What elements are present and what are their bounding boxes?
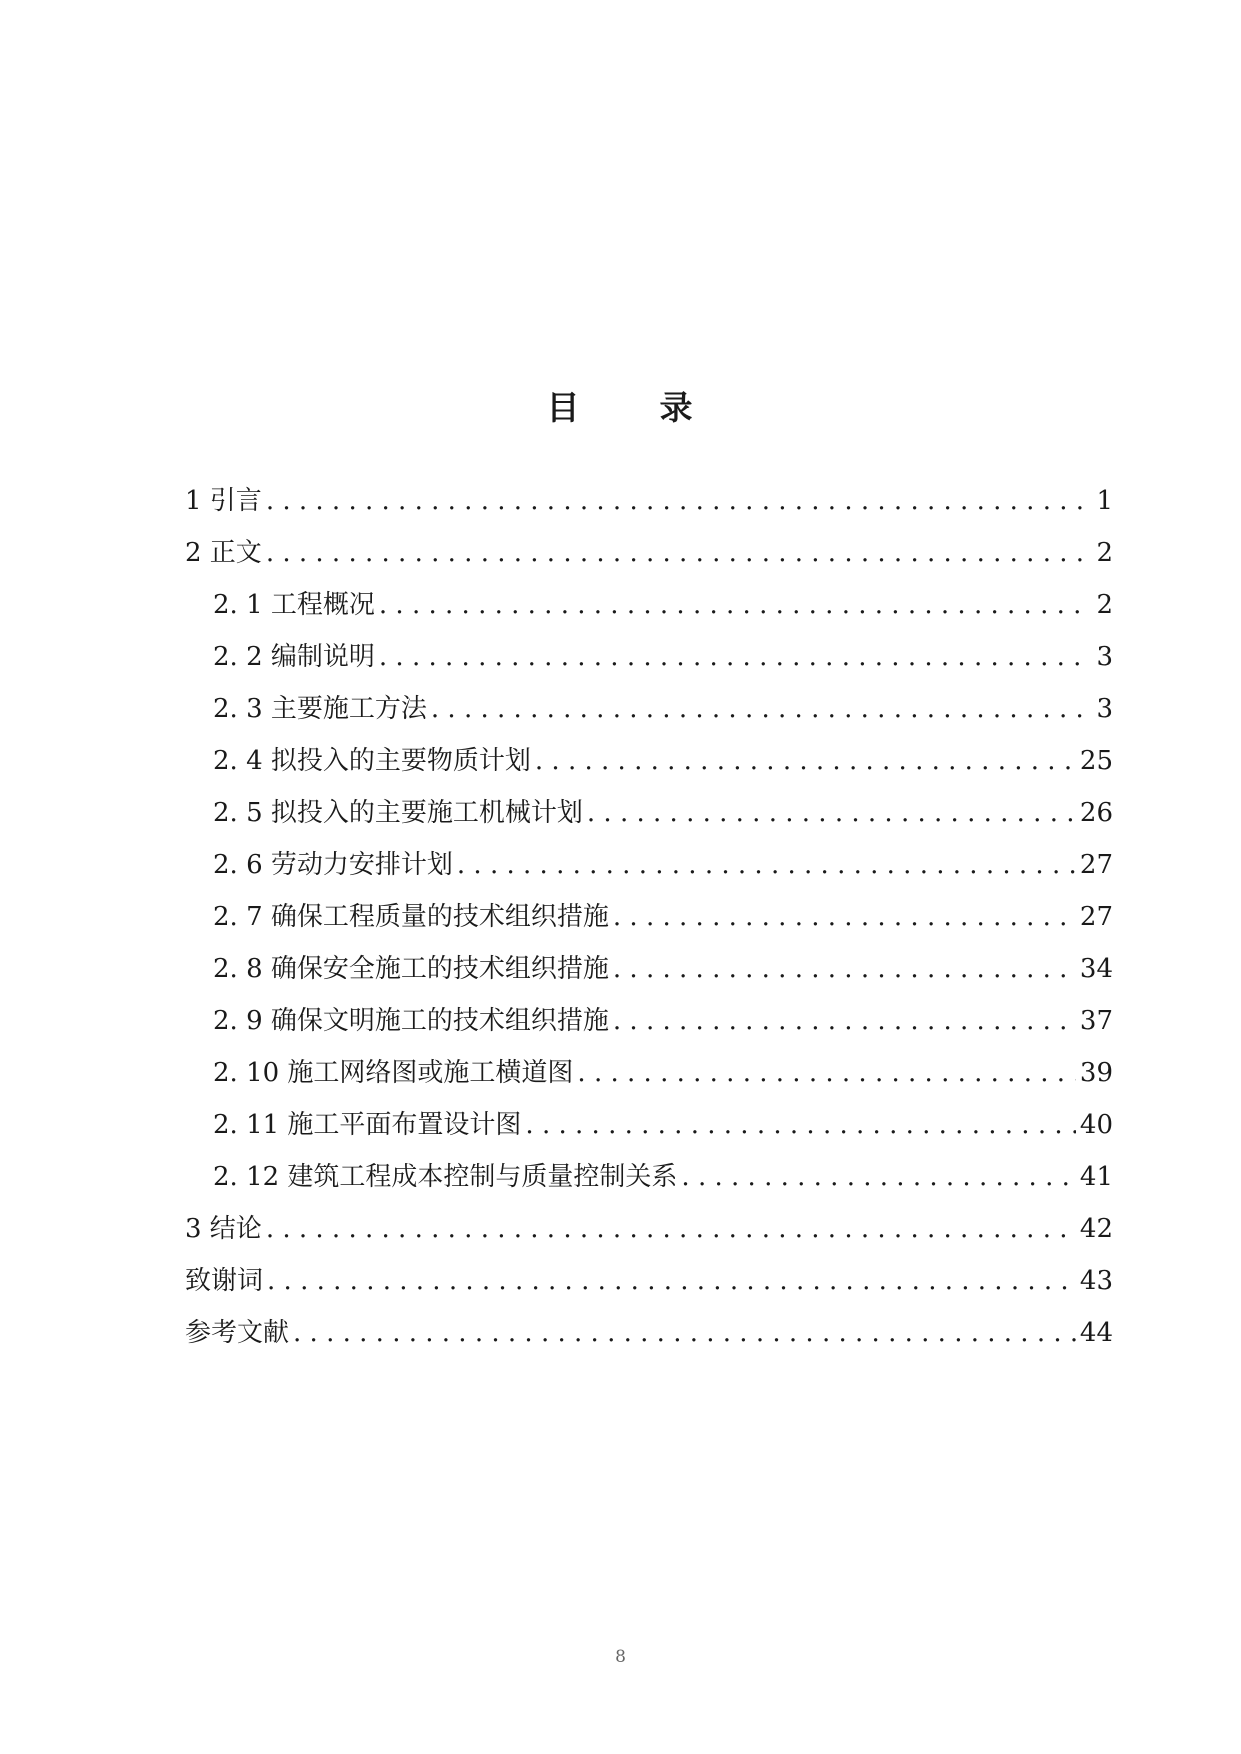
toc-entry-page: 42	[1079, 1214, 1113, 1244]
toc-entry-label: 2. 8 确保安全施工的技术组织措施	[213, 954, 609, 984]
toc-leader-dots	[613, 995, 1076, 1047]
toc-leader-dots	[293, 1307, 1076, 1359]
toc-leader-dots	[525, 1099, 1075, 1151]
toc-entry-label: 2. 5 拟投入的主要施工机械计划	[213, 798, 583, 828]
toc-entry-label: 2. 1 工程概况	[213, 590, 375, 620]
toc-entry[interactable]	[185, 527, 1113, 579]
toc-entry[interactable]	[185, 1203, 1113, 1255]
toc-entry-page: 3	[1096, 642, 1113, 672]
toc-entry-page: 27	[1079, 902, 1113, 932]
toc-entry-page: 1	[1096, 486, 1113, 516]
toc-entry-label: 2. 4 拟投入的主要物质计划	[213, 746, 531, 776]
toc-entry-page: 3	[1096, 694, 1113, 724]
toc-leader-dots	[587, 787, 1076, 839]
toc-leader-dots	[266, 475, 1093, 527]
toc-title-char-2: 录	[659, 388, 695, 427]
toc-leader-dots	[379, 579, 1093, 631]
toc-entry[interactable]	[185, 943, 1113, 995]
toc-entry-label: 2 正文	[185, 538, 262, 568]
table-of-contents	[185, 475, 1113, 1359]
toc-entry[interactable]	[185, 631, 1113, 683]
toc-leader-dots	[535, 735, 1076, 787]
toc-leader-dots	[266, 527, 1093, 579]
toc-entry-page: 39	[1079, 1058, 1113, 1088]
toc-entry[interactable]	[185, 475, 1113, 527]
toc-entry-label: 1 引言	[185, 486, 262, 516]
page-number: 8	[615, 1647, 626, 1667]
toc-entry[interactable]	[185, 839, 1113, 891]
toc-entry-page: 37	[1079, 1006, 1113, 1036]
toc-entry[interactable]	[185, 1307, 1113, 1359]
toc-entry-label: 3 结论	[185, 1214, 262, 1244]
toc-leader-dots	[266, 1203, 1076, 1255]
toc-entry[interactable]	[185, 1047, 1113, 1099]
toc-entry-page: 26	[1079, 798, 1113, 828]
toc-entry-label: 参考文献	[185, 1318, 290, 1348]
toc-leader-dots	[681, 1151, 1075, 1203]
toc-leader-dots	[267, 1255, 1076, 1307]
toc-entry-page: 2	[1096, 590, 1113, 620]
toc-title	[0, 382, 1241, 429]
toc-entry-label: 2. 6 劳动力安排计划	[213, 850, 453, 880]
toc-entry[interactable]	[185, 1255, 1113, 1307]
toc-entry-page: 2	[1096, 538, 1113, 568]
toc-entry[interactable]	[185, 683, 1113, 735]
toc-leader-dots	[613, 891, 1076, 943]
toc-entry[interactable]	[185, 891, 1113, 943]
toc-leader-dots	[457, 839, 1076, 891]
toc-leader-dots	[431, 683, 1093, 735]
toc-entry[interactable]	[185, 1099, 1113, 1151]
toc-entry[interactable]	[185, 579, 1113, 631]
toc-entry-page: 44	[1079, 1318, 1113, 1348]
toc-entry[interactable]	[185, 787, 1113, 839]
toc-leader-dots	[613, 943, 1076, 995]
toc-leader-dots	[577, 1047, 1075, 1099]
toc-entry-page: 41	[1079, 1162, 1113, 1192]
toc-entry-label: 2. 7 确保工程质量的技术组织措施	[213, 902, 609, 932]
toc-entry-label: 致谢词	[185, 1266, 264, 1296]
toc-entry[interactable]	[185, 1151, 1113, 1203]
toc-entry-label: 2. 11 施工平面布置设计图	[213, 1110, 522, 1140]
toc-entry-label: 2. 9 确保文明施工的技术组织措施	[213, 1006, 609, 1036]
toc-entry-page: 27	[1079, 850, 1113, 880]
toc-entry-label: 2. 10 施工网络图或施工横道图	[213, 1058, 574, 1088]
toc-leader-dots	[379, 631, 1093, 683]
toc-entry-page: 25	[1079, 746, 1113, 776]
toc-entry-page: 40	[1079, 1110, 1113, 1140]
toc-entry-label: 2. 3 主要施工方法	[213, 694, 427, 724]
toc-title-char-1: 目	[546, 388, 582, 427]
toc-entry-label: 2. 2 编制说明	[213, 642, 375, 672]
toc-entry-label: 2. 12 建筑工程成本控制与质量控制关系	[213, 1162, 678, 1192]
toc-entry[interactable]	[185, 735, 1113, 787]
toc-entry-page: 34	[1079, 954, 1113, 984]
toc-entry[interactable]	[185, 995, 1113, 1047]
toc-entry-page: 43	[1079, 1266, 1113, 1296]
